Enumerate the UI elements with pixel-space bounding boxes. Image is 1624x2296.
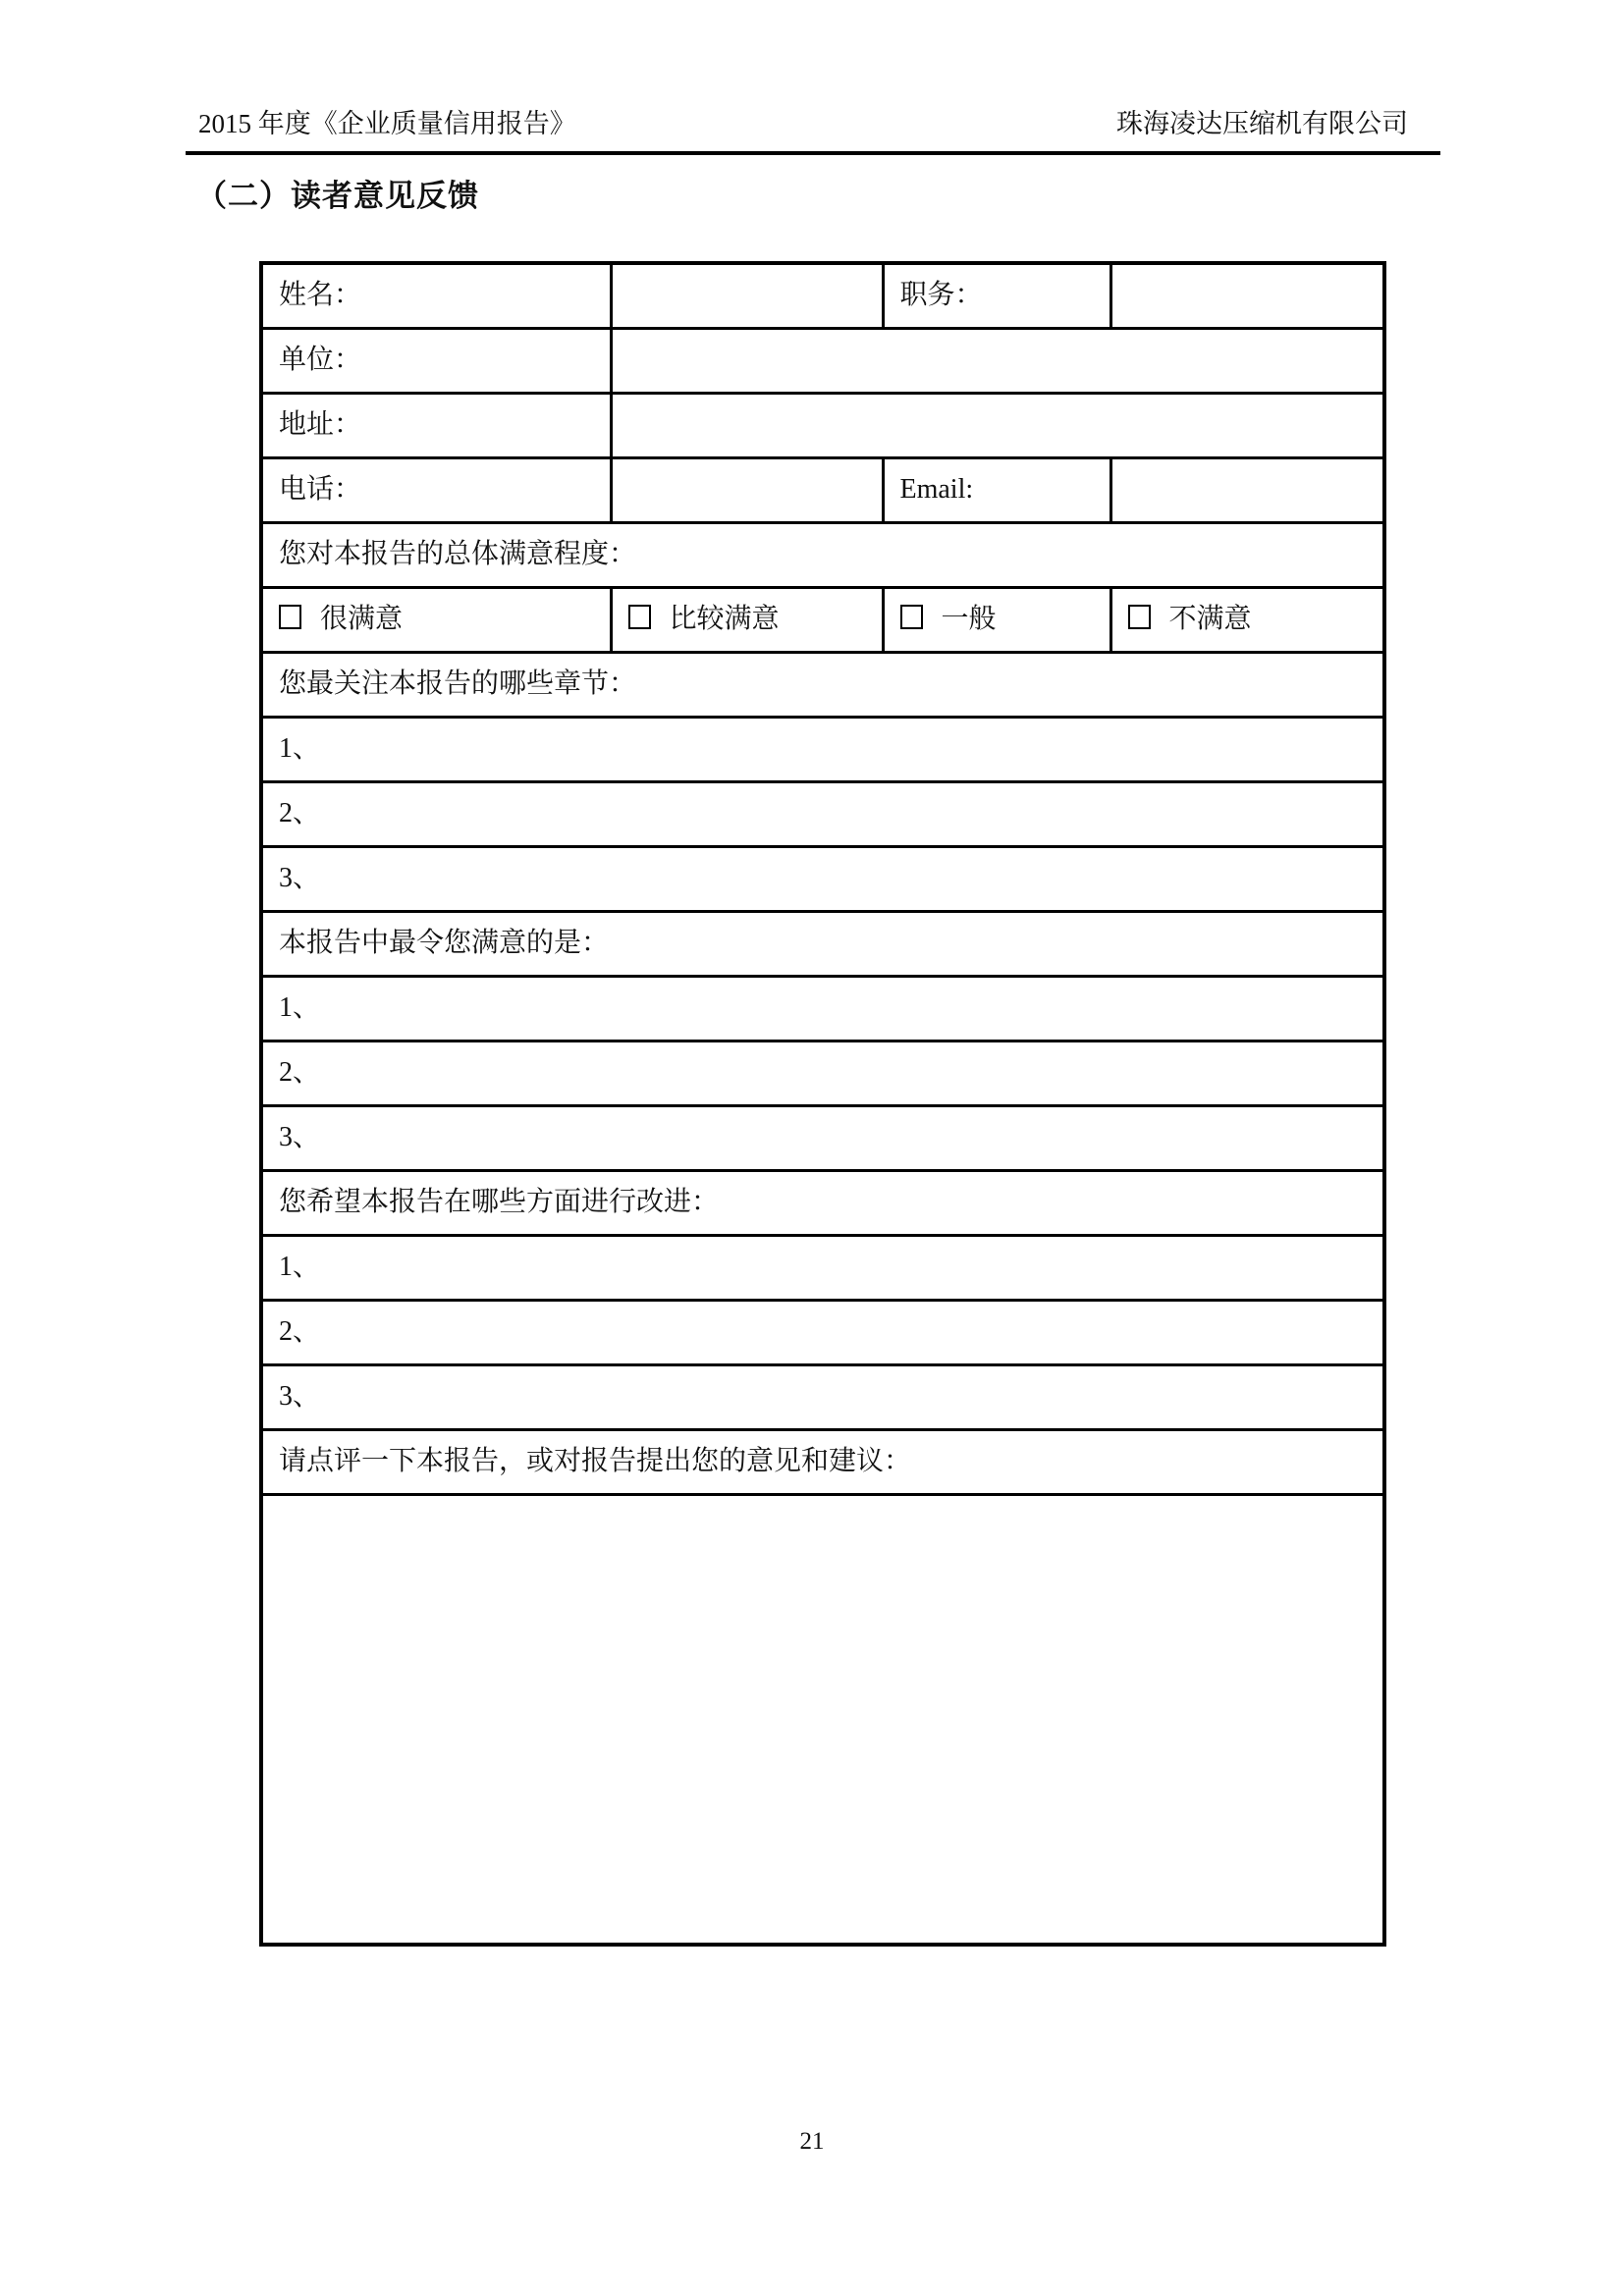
name-label: 姓名：: [261, 263, 611, 328]
option-label: 一般: [941, 604, 997, 635]
option-label: 不满意: [1168, 604, 1252, 635]
chapters-item-1-input[interactable]: 1、: [261, 717, 1384, 781]
row-company: [261, 328, 1384, 393]
job-input-cell[interactable]: [1110, 263, 1384, 328]
satisfied-item-3-input[interactable]: 3、: [261, 1105, 1384, 1170]
option-label: 比较满意: [669, 604, 780, 635]
improve-item-2-input[interactable]: 2、: [261, 1300, 1384, 1364]
row-improve-item-2: [261, 1300, 1384, 1364]
name-input-cell[interactable]: [611, 263, 883, 328]
job-label: 职务：: [883, 263, 1110, 328]
checkbox-icon[interactable]: [628, 605, 651, 629]
row-phone-email: [261, 457, 1384, 522]
page-header: [186, 109, 1440, 155]
row-satisfied-item-3: [261, 1105, 1384, 1170]
section-title: （二）读者意见反馈: [196, 179, 479, 213]
chapters-question: 您最关注本报告的哪些章节：: [261, 652, 1384, 717]
improve-item-3-input[interactable]: 3、: [261, 1364, 1384, 1429]
address-input-cell[interactable]: [611, 393, 1384, 457]
row-satisfied-item-1: [261, 976, 1384, 1041]
row-comments-input: [261, 1494, 1384, 1945]
option-unsatisfied[interactable]: [1110, 587, 1384, 652]
row-chapters-item-2: [261, 781, 1384, 846]
row-improve-question: [261, 1170, 1384, 1235]
row-name-job: [261, 263, 1384, 328]
checkbox-icon[interactable]: [900, 605, 923, 629]
row-satisfaction-question: [261, 522, 1384, 587]
row-improve-item-3: [261, 1364, 1384, 1429]
comments-input-cell[interactable]: [261, 1494, 1384, 1945]
checkbox-icon[interactable]: [1128, 605, 1151, 629]
page-number: 21: [799, 2128, 825, 2155]
phone-input-cell[interactable]: [611, 457, 883, 522]
row-chapters-item-1: [261, 717, 1384, 781]
satisfied-item-1-input[interactable]: 1、: [261, 976, 1384, 1041]
row-chapters-item-3: [261, 846, 1384, 911]
row-comments-question: [261, 1429, 1384, 1494]
feedback-form-table: [259, 261, 1386, 1947]
option-very-satisfied[interactable]: [261, 587, 611, 652]
row-satisfied-item-2: [261, 1041, 1384, 1105]
header-company-name: 珠海凌达压缩机有限公司: [1116, 109, 1408, 138]
satisfied-question: 本报告中最令您满意的是：: [261, 911, 1384, 976]
chapters-item-2-input[interactable]: 2、: [261, 781, 1384, 846]
email-label: Email:: [883, 457, 1110, 522]
row-address: [261, 393, 1384, 457]
option-label: 很满意: [320, 604, 404, 635]
company-input-cell[interactable]: [611, 328, 1384, 393]
company-label: 单位：: [261, 328, 611, 393]
satisfaction-question: 您对本报告的总体满意程度：: [261, 522, 1384, 587]
chapters-item-3-input[interactable]: 3、: [261, 846, 1384, 911]
improve-question: 您希望本报告在哪些方面进行改进：: [261, 1170, 1384, 1235]
row-chapters-question: [261, 652, 1384, 717]
option-fairly-satisfied[interactable]: [611, 587, 883, 652]
checkbox-icon[interactable]: [279, 605, 301, 629]
header-report-title: 2015 年度《企业质量信用报告》: [198, 109, 576, 138]
phone-label: 电话：: [261, 457, 611, 522]
improve-item-1-input[interactable]: 1、: [261, 1235, 1384, 1300]
satisfied-item-2-input[interactable]: 2、: [261, 1041, 1384, 1105]
row-satisfaction-options: [261, 587, 1384, 652]
email-input-cell[interactable]: [1110, 457, 1384, 522]
comments-question: 请点评一下本报告，或对报告提出您的意见和建议：: [261, 1429, 1384, 1494]
address-label: 地址：: [261, 393, 611, 457]
row-improve-item-1: [261, 1235, 1384, 1300]
option-neutral[interactable]: [883, 587, 1110, 652]
row-satisfied-question: [261, 911, 1384, 976]
